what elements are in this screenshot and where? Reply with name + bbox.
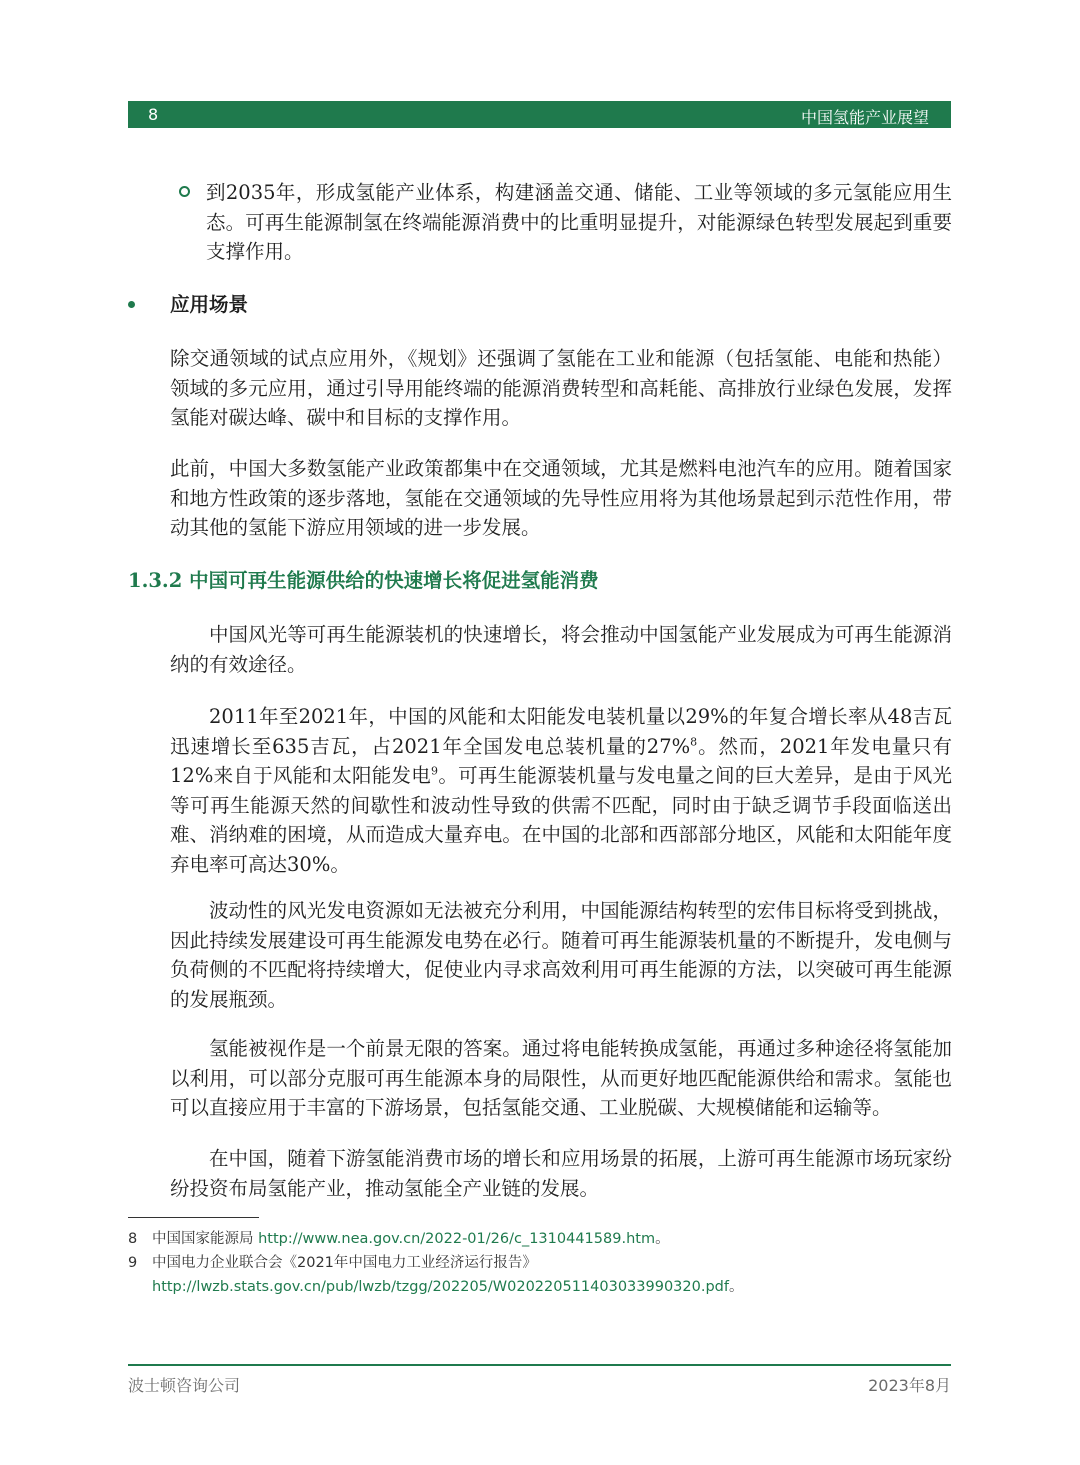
footnote-tail: 。 [728,1279,744,1295]
footnote-number: 9 [128,1255,138,1271]
footnote-number: 8 [128,1231,138,1247]
footnote-tail: 。 [655,1231,670,1247]
document-title: 中国氢能产业展望 [800,108,929,127]
paragraph-capacity-stats [170,702,952,879]
bullet-item-2035: 到2035年，形成氢能产业体系，构建涵盖交通、储能、工业等领域的多元氢能应用生态。可再生能源制氢在终端能源消费中的比重明显提升，对能源绿色转型发展起到重要支撑作用。 [206,181,952,263]
stats-text-3: 。可再生能源装机量与发电量之间的巨大差异，是由于风光等可再生能源天然的间歇性和波动性导致的供需不匹配，同时由于缺乏调节手段面临送出难、消纳难的困境，从而造成大量弃电。在中国的北部和西部部分地区，风能和太阳能年度弃电率可高达30%。 [170,764,952,876]
paragraph-volatility: 波动性的风光发电资源如无法被充分利用，中国能源结构转型的宏伟目标将受到挑战，因此持续发展建设可再生能源发电势在必行。随着可再生能源装机量的不断提升，发电侧与负荷侧的不匹配将持续增大，促使业内寻求高效利用可再生能源的方法，以突破可再生能源的发展瓶颈。 [170,899,952,1011]
paragraph-applications: 除交通领域的试点应用外，《规划》还强调了氢能在工业和能源（包括氢能、电能和热能）领域的多元应用，通过引导用能终端的能源消费转型和高耗能、高排放行业绿色发展，发挥氢能对碳达峰、碳中和目标的支撑作用。 [170,347,952,429]
paragraph-hydrogen-answer: 氢能被视作是一个前景无限的答案。通过将电能转换成氢能，再通过多种途径将氢能加以利用，可以部分克服可再生能源本身的局限性，从而更好地匹配能源供给和需求。氢能也可以直接应用于丰富的下游场景，包括氢能交通、工业脱碳、大规模储能和运输等。 [170,1037,952,1119]
subheading-application-scenarios: 应用场景 [170,293,249,316]
footnote-8 [128,1227,951,1251]
solid-bullet-icon [128,301,135,308]
paragraph-investment: 在中国，随着下游氢能消费市场的增长和应用场景的拓展，上游可再生能源市场玩家纷纷投资布局氢能产业，推动氢能全产业链的发展。 [170,1147,952,1200]
stats-text-1: 2011年至2021年，中国的风能和太阳能发电装机量以29%的年复合增长率从48吉瓦迅速增长至635吉瓦，占2021年全国发电总装机量的27% [170,705,952,758]
footnote-ref-9[interactable]: 9 [431,764,439,778]
stats-text-2: 。然而，2021年发电量只有12%来自于风能和太阳能发电 [170,734,952,787]
footnote-source: 中国国家能源局 [152,1231,259,1247]
footer-date: 2023年8月 [868,1376,951,1395]
footnote-source: 中国电力企业联合会《2021年中国电力工业经济运行报告》 [152,1255,537,1271]
footnote-ref-8[interactable]: 8 [690,735,698,748]
footer-company: 波士顿咨询公司 [128,1376,241,1395]
section-heading-1-3-2: 1.3.2 中国可再生能源供给的快速增长将促进氢能消费 [128,569,599,592]
footer-divider [128,1364,951,1366]
paragraph-transport-policy: 此前，中国大多数氢能产业政策都集中在交通领域，尤其是燃料电池汽车的应用。随着国家和地方性政策的逐步落地，氢能在交通领域的先导性应用将为其他场景起到示范性作用，带动其他的氢能下游应用领域的进一步发展。 [170,457,952,539]
footnotes [128,1227,951,1299]
footnote-link[interactable]: http://www.nea.gov.cn/2022-01/26/c_1310441589.htm [258,1231,656,1247]
page-header-bar [128,101,951,128]
paragraph-intro: 中国风光等可再生能源装机的快速增长，将会推动中国氢能产业发展成为可再生能源消纳的有效途径。 [170,623,952,676]
footnote-divider [128,1217,259,1218]
footnote-link[interactable]: http://lwzb.stats.gov.cn/pub/lwzb/tzgg/202205/W020220511403033990320.pdf [152,1279,729,1295]
page-number: 8 [148,105,159,124]
hollow-bullet-icon [179,186,190,197]
footnote-9 [128,1251,951,1299]
